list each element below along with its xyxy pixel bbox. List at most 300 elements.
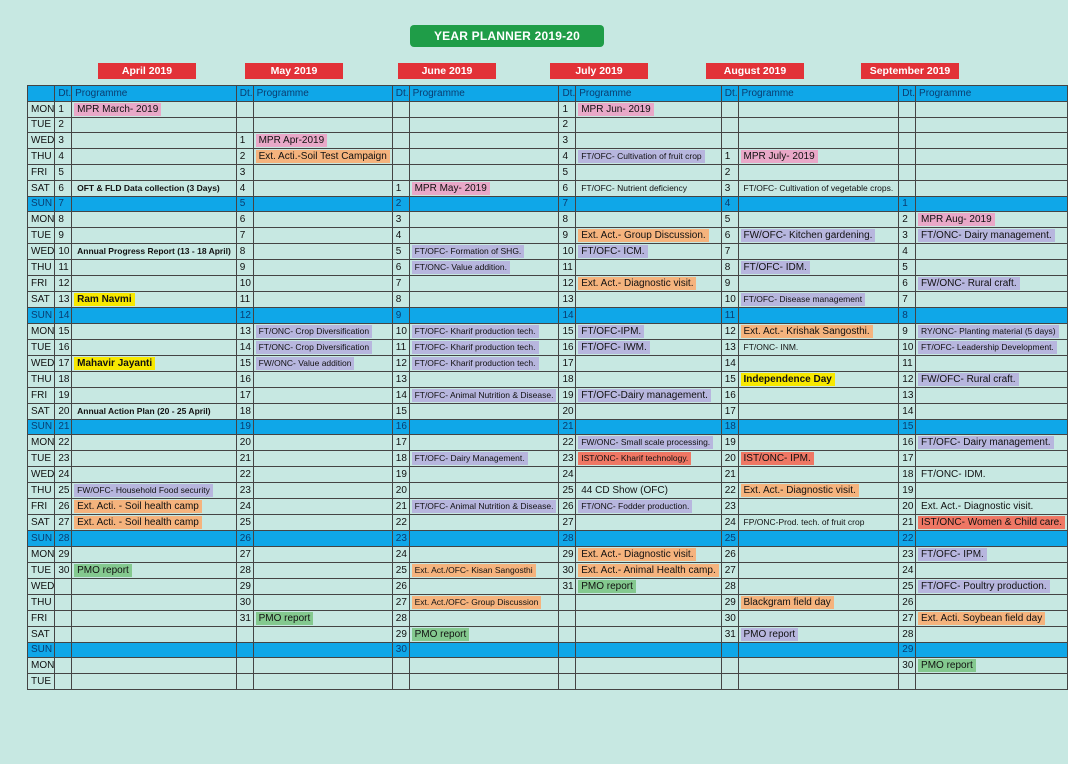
date-cell-august	[721, 642, 738, 658]
date-cell-april: 9	[55, 228, 72, 244]
date-cell-june: 17	[392, 435, 409, 451]
header-dt-august: Dt.	[721, 86, 738, 102]
date-cell-july: 17	[559, 355, 576, 371]
event-label: Ext. Act.- Krishak Sangosthi.	[741, 325, 873, 338]
programme-cell-may	[253, 308, 392, 324]
event-label: FT/OFC- ICM.	[578, 245, 647, 258]
date-cell-september: 28	[899, 626, 916, 642]
date-cell-august: 1	[721, 149, 738, 165]
date-cell-august: 25	[721, 531, 738, 547]
date-cell-june	[392, 117, 409, 133]
table-row	[28, 562, 1068, 578]
event-label: FT/OFC- IPM.	[918, 548, 987, 561]
programme-cell-april	[72, 244, 237, 260]
programme-cell-september	[916, 260, 1068, 276]
programme-cell-july	[576, 451, 722, 467]
programme-cell-august	[738, 308, 899, 324]
programme-cell-june	[409, 165, 559, 181]
table-row	[28, 419, 1068, 435]
programme-cell-september	[916, 515, 1068, 531]
programme-cell-july	[576, 499, 722, 515]
event-label: FT/ONC- Value addition.	[412, 261, 510, 274]
date-cell-may: 25	[236, 515, 253, 531]
date-cell-august	[721, 133, 738, 149]
day-cell: SAT	[28, 403, 55, 419]
programme-cell-june	[409, 387, 559, 403]
programme-cell-august	[738, 180, 899, 196]
date-cell-september: 15	[899, 419, 916, 435]
event-label: Ext. Act./OFC- Group Discussion	[412, 596, 542, 609]
programme-cell-may	[253, 403, 392, 419]
programme-cell-august	[738, 578, 899, 594]
programme-cell-may	[253, 355, 392, 371]
programme-cell-august	[738, 626, 899, 642]
programme-cell-august	[738, 244, 899, 260]
date-cell-may: 5	[236, 196, 253, 212]
event-label: PMO report	[74, 564, 132, 577]
date-cell-june: 12	[392, 355, 409, 371]
event-label: MPR March- 2019	[74, 103, 161, 116]
day-cell: SUN	[28, 419, 55, 435]
programme-cell-september	[916, 292, 1068, 308]
date-cell-april: 26	[55, 499, 72, 515]
event-label: MPR May- 2019	[412, 182, 490, 195]
programme-cell-september	[916, 196, 1068, 212]
day-cell: FRI	[28, 165, 55, 181]
programme-cell-april	[72, 419, 237, 435]
programme-cell-june	[409, 594, 559, 610]
date-cell-july	[559, 674, 576, 690]
programme-cell-july	[576, 180, 722, 196]
month-header-july: July 2019	[550, 63, 648, 79]
date-cell-may: 10	[236, 276, 253, 292]
table-row	[28, 435, 1068, 451]
programme-cell-august	[738, 531, 899, 547]
programme-cell-may	[253, 531, 392, 547]
programme-cell-july	[576, 371, 722, 387]
event-label: IST/ONC- Kharif technology.	[578, 452, 691, 465]
date-cell-july: 20	[559, 403, 576, 419]
table-row	[28, 149, 1068, 165]
table-row	[28, 467, 1068, 483]
programme-cell-september	[916, 101, 1068, 117]
date-cell-september: 29	[899, 642, 916, 658]
programme-cell-april	[72, 642, 237, 658]
date-cell-may	[236, 674, 253, 690]
day-cell: MON	[28, 546, 55, 562]
event-label: FT/OFC- IWM.	[578, 341, 650, 354]
programme-cell-may	[253, 467, 392, 483]
date-cell-july: 21	[559, 419, 576, 435]
programme-cell-july	[576, 339, 722, 355]
table-row	[28, 499, 1068, 515]
date-cell-august	[721, 674, 738, 690]
event-label: FW/OFC- Rural craft.	[918, 373, 1018, 386]
date-cell-april	[55, 658, 72, 674]
programme-cell-may	[253, 133, 392, 149]
programme-cell-june	[409, 674, 559, 690]
programme-cell-july	[576, 196, 722, 212]
date-cell-may: 22	[236, 467, 253, 483]
date-cell-april: 14	[55, 308, 72, 324]
event-label: Ext. Act.- Diagnostic visit.	[578, 548, 696, 561]
programme-cell-may	[253, 546, 392, 562]
date-cell-july: 11	[559, 260, 576, 276]
programme-cell-august	[738, 355, 899, 371]
date-cell-september	[899, 149, 916, 165]
programme-cell-april	[72, 531, 237, 547]
programme-cell-april	[72, 387, 237, 403]
date-cell-august: 23	[721, 499, 738, 515]
programme-cell-july	[576, 101, 722, 117]
programme-cell-september	[916, 658, 1068, 674]
date-cell-april: 10	[55, 244, 72, 260]
date-cell-september	[899, 180, 916, 196]
programme-cell-august	[738, 610, 899, 626]
table-row	[28, 244, 1068, 260]
date-cell-june	[392, 133, 409, 149]
day-cell: MON	[28, 101, 55, 117]
date-cell-june: 8	[392, 292, 409, 308]
day-cell: SUN	[28, 642, 55, 658]
event-label: Independence Day	[741, 373, 835, 386]
table-row	[28, 260, 1068, 276]
programme-cell-august	[738, 101, 899, 117]
date-cell-june: 23	[392, 531, 409, 547]
programme-cell-september	[916, 117, 1068, 133]
table-row	[28, 515, 1068, 531]
event-label: Ext. Act.- Diagnostic visit.	[578, 277, 696, 290]
date-cell-september: 24	[899, 562, 916, 578]
date-cell-july: 4	[559, 149, 576, 165]
programme-cell-may	[253, 658, 392, 674]
table-row	[28, 292, 1068, 308]
date-cell-july: 10	[559, 244, 576, 260]
programme-cell-may	[253, 165, 392, 181]
date-cell-april: 12	[55, 276, 72, 292]
programme-cell-april	[72, 451, 237, 467]
programme-cell-june	[409, 483, 559, 499]
event-label: FT/OFC- Nutrient deficiency	[581, 182, 688, 193]
programme-cell-april	[72, 355, 237, 371]
date-cell-may	[236, 101, 253, 117]
programme-cell-april	[72, 546, 237, 562]
date-cell-may: 6	[236, 212, 253, 228]
programme-cell-june	[409, 435, 559, 451]
date-cell-april	[55, 626, 72, 642]
table-row	[28, 308, 1068, 324]
date-cell-june: 10	[392, 323, 409, 339]
date-cell-april: 21	[55, 419, 72, 435]
event-label: FT/OFC- Disease management	[741, 293, 866, 306]
programme-cell-august	[738, 228, 899, 244]
event-label: FT/OFC- Kharif production tech.	[412, 325, 539, 338]
date-cell-july: 9	[559, 228, 576, 244]
event-label: Ext. Acti.-Soil Test Campaign	[256, 150, 390, 163]
programme-cell-june	[409, 276, 559, 292]
table-row	[28, 642, 1068, 658]
event-label: FT/OFC- Cultivation of vegetable crops.	[743, 182, 894, 193]
date-cell-august: 11	[721, 308, 738, 324]
programme-cell-july	[576, 578, 722, 594]
programme-cell-april	[72, 276, 237, 292]
event-label: FT/OFC- Leadership Development.	[918, 341, 1057, 354]
programme-cell-august	[738, 292, 899, 308]
programme-cell-may	[253, 260, 392, 276]
programme-cell-may	[253, 371, 392, 387]
date-cell-september	[899, 133, 916, 149]
day-cell: TUE	[28, 562, 55, 578]
programme-cell-may	[253, 180, 392, 196]
programme-cell-july	[576, 642, 722, 658]
date-cell-july: 15	[559, 323, 576, 339]
date-cell-july: 1	[559, 101, 576, 117]
date-cell-april: 30	[55, 562, 72, 578]
programme-cell-july	[576, 165, 722, 181]
date-cell-june: 18	[392, 451, 409, 467]
programme-cell-august	[738, 546, 899, 562]
programme-cell-july	[576, 133, 722, 149]
table-header-row	[28, 86, 1068, 102]
programme-cell-june	[409, 212, 559, 228]
programme-cell-april	[72, 165, 237, 181]
programme-cell-july	[576, 228, 722, 244]
programme-cell-june	[409, 323, 559, 339]
day-cell: THU	[28, 483, 55, 499]
date-cell-september	[899, 165, 916, 181]
programme-cell-september	[916, 562, 1068, 578]
day-cell: TUE	[28, 117, 55, 133]
programme-cell-july	[576, 626, 722, 642]
programme-cell-august	[738, 196, 899, 212]
programme-cell-july	[576, 260, 722, 276]
date-cell-july: 28	[559, 531, 576, 547]
date-cell-june: 22	[392, 515, 409, 531]
date-cell-august	[721, 658, 738, 674]
date-cell-august: 21	[721, 467, 738, 483]
date-cell-april: 1	[55, 101, 72, 117]
table-row	[28, 674, 1068, 690]
programme-cell-june	[409, 133, 559, 149]
date-cell-august: 9	[721, 276, 738, 292]
date-cell-april: 19	[55, 387, 72, 403]
programme-cell-april	[72, 626, 237, 642]
programme-cell-june	[409, 260, 559, 276]
date-cell-september: 20	[899, 499, 916, 515]
programme-cell-may	[253, 562, 392, 578]
date-cell-august: 29	[721, 594, 738, 610]
programme-cell-june	[409, 610, 559, 626]
date-cell-august: 22	[721, 483, 738, 499]
event-label: IST/ONC- Women & Child care.	[918, 516, 1065, 529]
programme-cell-july	[576, 149, 722, 165]
programme-cell-september	[916, 244, 1068, 260]
programme-cell-august	[738, 387, 899, 403]
programme-cell-august	[738, 594, 899, 610]
date-cell-september: 30	[899, 658, 916, 674]
date-cell-april: 2	[55, 117, 72, 133]
date-cell-september: 3	[899, 228, 916, 244]
date-cell-august: 20	[721, 451, 738, 467]
event-label: Ext. Act.- Diagnostic visit.	[741, 484, 859, 497]
programme-cell-august	[738, 212, 899, 228]
date-cell-april: 6	[55, 180, 72, 196]
programme-cell-september	[916, 546, 1068, 562]
event-label: IST/ONC- IPM.	[741, 452, 814, 465]
programme-cell-june	[409, 149, 559, 165]
programme-cell-july	[576, 435, 722, 451]
date-cell-july: 5	[559, 165, 576, 181]
date-cell-april: 17	[55, 355, 72, 371]
table-row	[28, 451, 1068, 467]
date-cell-july: 2	[559, 117, 576, 133]
programme-cell-september	[916, 483, 1068, 499]
date-cell-august: 24	[721, 515, 738, 531]
event-label: PMO report	[741, 628, 799, 641]
programme-cell-april	[72, 180, 237, 196]
table-row	[28, 658, 1068, 674]
date-cell-july: 31	[559, 578, 576, 594]
event-label: Ext. Acti. - Soil health camp	[74, 516, 202, 529]
date-cell-september: 12	[899, 371, 916, 387]
date-cell-july	[559, 626, 576, 642]
date-cell-july	[559, 610, 576, 626]
event-label: Ext. Acti. - Soil health camp	[74, 500, 202, 513]
day-cell: TUE	[28, 674, 55, 690]
day-cell: TUE	[28, 339, 55, 355]
date-cell-july	[559, 642, 576, 658]
programme-cell-july	[576, 276, 722, 292]
programme-cell-august	[738, 149, 899, 165]
date-cell-june: 28	[392, 610, 409, 626]
day-cell: WED	[28, 578, 55, 594]
table-row	[28, 165, 1068, 181]
date-cell-september: 17	[899, 451, 916, 467]
programme-cell-june	[409, 355, 559, 371]
table-row	[28, 387, 1068, 403]
header-dt-may: Dt.	[236, 86, 253, 102]
event-label: FT/ONC- Fodder production.	[578, 500, 692, 513]
programme-cell-september	[916, 180, 1068, 196]
event-label: OFT & FLD Data collection (3 Days)	[77, 182, 220, 193]
date-cell-july: 16	[559, 339, 576, 355]
date-cell-april: 16	[55, 339, 72, 355]
date-cell-may: 12	[236, 308, 253, 324]
programme-cell-april	[72, 133, 237, 149]
programme-cell-september	[916, 594, 1068, 610]
programme-cell-june	[409, 451, 559, 467]
date-cell-september: 9	[899, 323, 916, 339]
event-label: Mahavir Jayanti	[74, 357, 155, 370]
programme-cell-may	[253, 339, 392, 355]
table-row	[28, 276, 1068, 292]
programme-cell-april	[72, 196, 237, 212]
programme-cell-june	[409, 499, 559, 515]
programme-cell-august	[738, 323, 899, 339]
programme-cell-april	[72, 403, 237, 419]
programme-cell-april	[72, 339, 237, 355]
date-cell-september: 18	[899, 467, 916, 483]
date-cell-june: 15	[392, 403, 409, 419]
programme-cell-april	[72, 515, 237, 531]
date-cell-september: 26	[899, 594, 916, 610]
programme-cell-april	[72, 228, 237, 244]
programme-cell-may	[253, 276, 392, 292]
date-cell-may	[236, 658, 253, 674]
table-row	[28, 117, 1068, 133]
date-cell-september: 7	[899, 292, 916, 308]
programme-cell-july	[576, 483, 722, 499]
programme-cell-august	[738, 260, 899, 276]
date-cell-april: 22	[55, 435, 72, 451]
date-cell-may: 14	[236, 339, 253, 355]
event-label: FT/OFC- Kharif production tech.	[412, 357, 539, 370]
day-cell: THU	[28, 371, 55, 387]
page-title: YEAR PLANNER 2019-20	[410, 25, 604, 47]
date-cell-june: 21	[392, 499, 409, 515]
event-label: PMO report	[918, 659, 976, 672]
date-cell-april: 11	[55, 260, 72, 276]
day-cell: SAT	[28, 180, 55, 196]
table-row	[28, 180, 1068, 196]
date-cell-september: 14	[899, 403, 916, 419]
date-cell-may: 23	[236, 483, 253, 499]
date-cell-september: 19	[899, 483, 916, 499]
event-label: Annual Action Plan (20 - 25 April)	[77, 405, 211, 416]
event-label: Annual Progress Report (13 - 18 April)	[77, 246, 231, 256]
day-cell: WED	[28, 244, 55, 260]
programme-cell-june	[409, 339, 559, 355]
event-label: FW/ONC- Value addition	[256, 357, 355, 370]
programme-cell-april	[72, 371, 237, 387]
day-cell: FRI	[28, 610, 55, 626]
event-label: PMO report	[578, 580, 636, 593]
day-cell: WED	[28, 467, 55, 483]
programme-cell-july	[576, 244, 722, 260]
date-cell-april: 18	[55, 371, 72, 387]
programme-cell-may	[253, 435, 392, 451]
date-cell-april: 3	[55, 133, 72, 149]
programme-cell-april	[72, 658, 237, 674]
header-dt-april: Dt.	[55, 86, 72, 102]
programme-cell-august	[738, 467, 899, 483]
programme-cell-june	[409, 658, 559, 674]
date-cell-may: 18	[236, 403, 253, 419]
date-cell-june	[392, 165, 409, 181]
event-label: FT/ONC- Dairy management.	[918, 229, 1055, 242]
date-cell-june	[392, 658, 409, 674]
date-cell-may: 13	[236, 323, 253, 339]
date-cell-august: 28	[721, 578, 738, 594]
programme-cell-may	[253, 499, 392, 515]
programme-cell-june	[409, 180, 559, 196]
date-cell-august: 27	[721, 562, 738, 578]
programme-cell-june	[409, 419, 559, 435]
programme-cell-august	[738, 276, 899, 292]
date-cell-september: 5	[899, 260, 916, 276]
day-cell: MON	[28, 323, 55, 339]
programme-cell-may	[253, 212, 392, 228]
programme-cell-september	[916, 578, 1068, 594]
programme-cell-august	[738, 483, 899, 499]
day-cell: SAT	[28, 292, 55, 308]
date-cell-may: 15	[236, 355, 253, 371]
table-row	[28, 531, 1068, 547]
programme-cell-may	[253, 387, 392, 403]
programme-cell-august	[738, 371, 899, 387]
date-cell-july: 14	[559, 308, 576, 324]
date-cell-september: 27	[899, 610, 916, 626]
